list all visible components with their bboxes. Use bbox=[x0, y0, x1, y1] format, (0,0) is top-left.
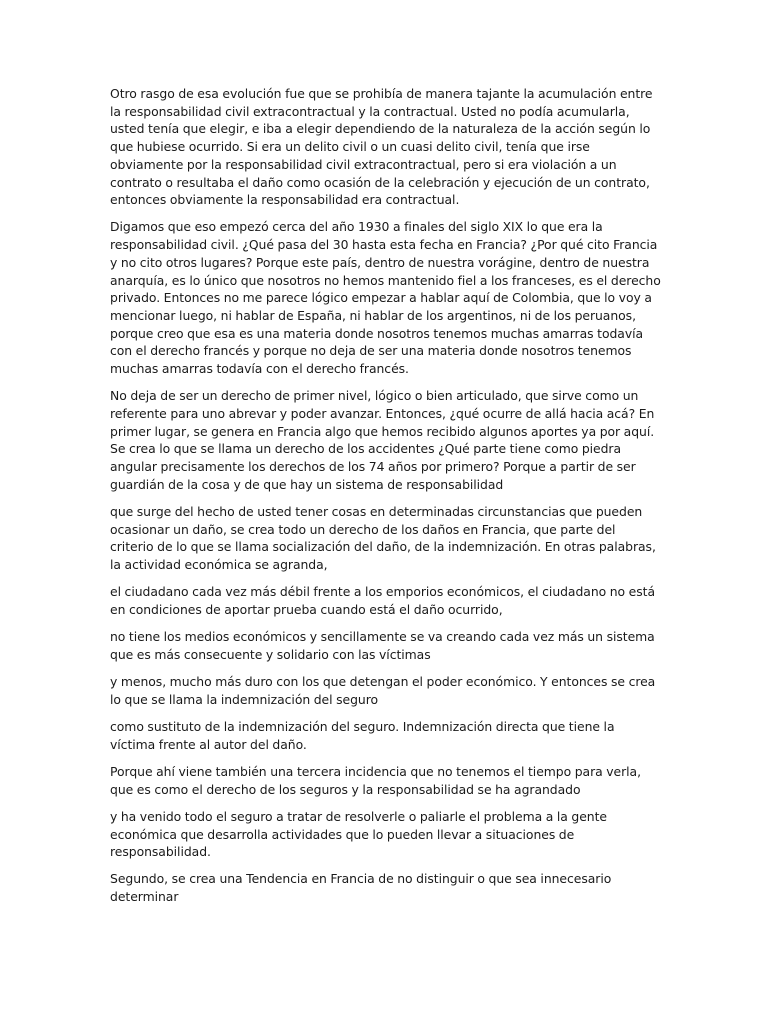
paragraph-2: Digamos que eso empezó cerca del año 1930 a finales del siglo XIX lo que era la responsabilidad civil. ¿Qué pasa del 30 hasta esta fecha en Francia? ¿Por qué cito Francia y no cito otros lugares? Porque este país, dentro de nuestra vorágine, dentro de nuestra anarquía, es lo único que nosotros no hemos mantenido fiel a los franceses, es el derecho privado. Entonces no me parece lógico empezar a hablar aquí de Colombia, que lo voy a mencionar luego, ni hablar de España, ni hablar de los argentinos, ni de los peruanos, porque creo que esa es una materia donde nosotros tenemos muchas amarras todavía con el derecho francés y porque no deja de ser una materia donde nosotros tenemos muchas amarras todavía con el derecho francés. bbox=[110, 219, 661, 377]
document-body bbox=[110, 85, 662, 915]
paragraph-3: No deja de ser un derecho de primer nivel, lógico o bien articulado, que sirve como un referente para uno abrevar y poder avanzar. Entonces, ¿qué ocurre de allá hacia acá? En primer lugar, se genera en Francia algo que hemos recibido algunos aportes ya por aquí. Se crea lo que se llama un derecho de los accidentes ¿Qué parte tiene como piedra angular precisamente los derechos de los 74 años por primero? Porque a partir de ser guardián de la cosa y de que hay un sistema de responsabilidad bbox=[110, 388, 655, 492]
paragraph-11: Segundo, se crea una Tendencia en Francia de no distinguir o que sea innecesario determinar bbox=[110, 871, 612, 905]
paragraph-9: Porque ahí viene también una tercera incidencia que no tenemos el tiempo para verla, que es como el derecho de los seguros y la responsabilidad se ha agrandado bbox=[110, 763, 641, 797]
paragraph-5: el ciudadano cada vez más débil frente a los emporios económicos, el ciudadano no está en condiciones de aportar prueba cuando está el daño ocurrido, bbox=[110, 584, 656, 617]
paragraph-7: y menos, mucho más duro con los que detengan el poder económico. Y entonces se crea lo que se llama la indemnización del seguro bbox=[110, 674, 656, 707]
paragraph-8: como sustituto de la indemnización del seguro. Indemnización directa que tiene la víctima frente al autor del daño. bbox=[110, 719, 615, 752]
paragraph-10: y ha venido todo el seguro a tratar de resolverle o paliarle el problema a la gente económica que desarrolla actividades que lo pueden llevar a situaciones de responsabilidad. bbox=[110, 808, 607, 860]
paragraph-4: que surge del hecho de usted tener cosas en determinadas circunstancias que pueden ocasionar un daño, se crea todo un derecho de los daños en Francia, que parte del criterio de lo que se llama socialización del daño, de la indemnización. En otras palabras, la actividad económica se agranda, bbox=[110, 503, 656, 573]
paragraph-1: Otro rasgo de esa evolución fue que se prohibía de manera tajante la acumulación entre la responsabilidad civil extracontractual y la contractual. Usted no podía acumularla, usted tenía que elegir, e iba a elegir dependiendo de la naturaleza de la acción según lo que hubiese ocurrido. Si era un delito civil o un cuasi delito civil, tenía que irse obviamente por la responsabilidad civil extracontractual, pero si era violación a un contrato o resultaba el daño como ocasión de la celebración y ejecución de un contrato, entonces obviamente la responsabilidad era contractual. bbox=[110, 86, 653, 208]
paragraph-6: no tiene los medios económicos y sencillamente se va creando cada vez más un sistema que es más consecuente y solidario con las víctimas bbox=[110, 629, 655, 662]
